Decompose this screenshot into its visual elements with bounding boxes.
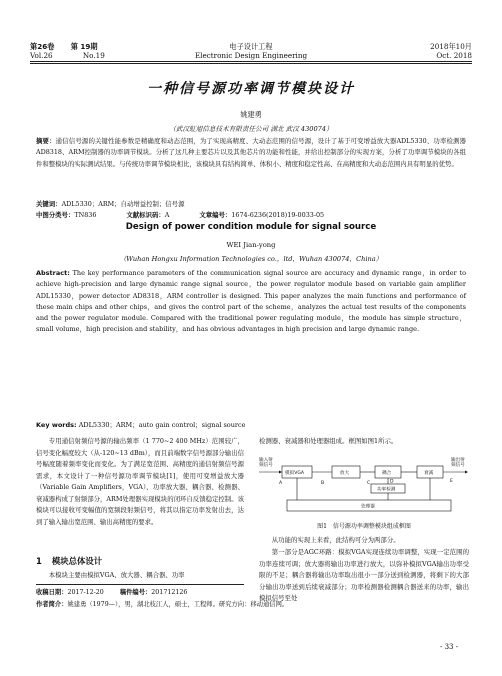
page-number: - 33 - [440,643,459,651]
clc-group [36,210,96,220]
issue-cn: 第 19期 [70,42,98,51]
header-rule [30,61,472,62]
abstract-en [36,268,466,336]
detector-label: 功率检测 [377,487,396,493]
section-1-number: 1 [36,556,42,566]
output-arrow-icon [465,471,468,474]
body-right-intro: 检测器、衰减器和处理器组成。框图如图1所示。 [259,437,398,445]
input-label-1: 输入射 [259,458,273,463]
clc-label: 中图分类号： [36,211,75,219]
point-e-label: E [450,479,453,484]
abstract-cn-label: 摘要： [36,137,56,145]
article-no-value: 1674-6236(2018)19-0033-05 [231,211,325,219]
processor-label: 处理器 [361,504,375,510]
article-group [199,210,324,220]
atten-label: 衰减 [424,471,434,476]
issue-en: No.19 [82,51,105,60]
keywords-en [36,420,466,430]
input-label-2: 频信号 [259,463,273,468]
footnote-received [36,588,256,598]
abstract-en-label: Abstract: [36,269,70,277]
input-arrow-icon [279,471,282,474]
bio-text: 姚建勇（1979—），男，湖北枝江人，硕士，工程师。研究方向：移动通信网。 [67,601,289,608]
point-d-label: D [390,479,394,485]
vga-label: 模拟VGA [285,471,305,476]
doc-code-value: A [164,211,170,219]
body-right-paragraph-1: 从功能的实现上来看，此结构可分为两部分。 [271,536,400,544]
amp-label: 放大 [340,471,350,476]
doc-group [126,210,169,220]
coupler-label: 耦合 [382,471,392,476]
affiliation-cn: （武汉虹旭信息技术有限责任公司 湖北 武汉 430074） [169,125,333,133]
footnote-rule [36,584,244,585]
paper-title-cn: 一种信号源功率调节模块设计 [147,81,355,97]
keywords-en-label: Key words: [36,421,77,429]
doc-code-label: 文献标识码： [126,211,165,219]
affiliation-en: （Wuhan Hongxu Information Technologies co.，ltd，Wuhan 430074，China） [119,255,383,263]
section-1-paragraph: 本模块主要由模拟VGA、放大器、耦合器、功率 [48,571,185,579]
body-intro-paragraph: 专用通信射频信号源的输出频率（1 770~2 400 MHz）范围较广，信号变化幅度较大（从-120~13 dBm），而且前端数字信号源部分输出信号幅度随着频率变化而变化。为了满足宽范围、高精度的通信射频信号源需求，本文设计了一种信号源功率调节模块[1]，使用可变增益放大器（Variable Gain Amplifiers，VGA）、功率放大器、耦合器、检测器、衰减器构成了射频部分，ARM处理器实现模块的闭环自反馈稳定控制。该模块可以接收可变幅值的宽频段射频信号，将其以指定功率发射出去，达到了输入输出宽范围、输出高精度的要求。 [36,437,244,526]
keywords-cn-text: ADL5330；ARM；自动增益控制；信号源 [61,200,185,208]
point-a-label: A [279,481,283,486]
keywords-cn-label: 关键词： [36,200,62,208]
output-label-2: 频信号 [451,463,465,468]
section-1-heading [36,555,102,567]
classification-line [36,210,466,220]
figure-1-block-diagram [257,454,471,516]
journal-name-en: Electronic Design Engineering [194,51,308,60]
keywords-cn [36,199,466,209]
abstract-cn-text: 通信信号源的关键性能参数是精确度和动态范围，为了实现高精度、大动态范围的信号源，设计了基于可变增益放大器ADL5330、功率检测器AD8318、ARM控制器的功率调节模块。分析了这几种主要芯片以及其他芯片的功能和性能，并给出控制部分的实现方案，分析了功率调节模块的各组件和整模块的实际测试结果。与传统功率调节模块相比，该模块具有结构简单、体积小、精度和稳定性高、在高精度和大动态范围内具有明显的优势。 [36,137,467,168]
section-1-title: 模块总体设计 [51,556,103,566]
output-label-1: 输出射 [451,458,465,463]
body-right-paragraph-2: 第一部分是AGC环路：模拟VGA实现连续功率调整，实现一定范围的功率连续可调；放大器将输出功率进行放大，以弥补模拟VGA输出功率受限的不足；耦合器将输出功率取出很小一部分送到检测器，将剩下的大部分输出功率送到后续衰减部分；功率检测器检测耦合器送来的功率，输出模拟信号至处 [259,548,469,602]
date-cn: 2018年10月 [430,42,472,51]
journal-name-cn: 电子设计工程 [229,42,273,51]
point-b-label: B [321,481,325,486]
date-en: Oct. 2018 [436,51,472,60]
abstract-cn [36,136,466,170]
bio-label: 作者简介： [36,601,68,608]
abstract-en-text: The key performance parameters of the communication signal source are accuracy and dynamic range，in order to achieve high-precision and large dynamic range signal source，the power regulator module based on variable gain amplifier ADL15330，power detector AD8318，ARM controller is designed. This paper analyzes the main functions and performance of these main chips and other chips，and gives the control part of the scheme，analyzes the actual test results of the components and the power regulator module. Compared with the traditional power regulating module，the module has simple structure，small volume，high precision and stability，and has obvious advantages in high precision and large dynamic range. [36,269,466,334]
point-c-label: C [367,481,371,486]
clc-value: TN836 [74,211,97,219]
keywords-en-text: ADL5330；ARM；auto gain control；signal source [76,421,246,429]
manuscript-number: 201712126 [151,589,188,596]
article-no-label: 文章编号： [199,211,232,219]
received-label: 收稿日期： [36,589,68,596]
header-rule-2 [30,63,472,64]
paper-title-en: Design of power condition module for signal source [125,222,377,232]
manuscript-label: 稿件编号： [119,589,152,596]
received-date: 2017-12-20 [67,589,104,596]
author-en: WEI Jian-yong [226,241,276,249]
volume-cn: 第26卷 [30,42,55,51]
figure-1-caption: 图1 信号源功率调整模块组成框图 [317,523,411,530]
volume-en: Vol.26 [30,51,53,60]
author-cn: 姚建勇 [240,110,262,119]
